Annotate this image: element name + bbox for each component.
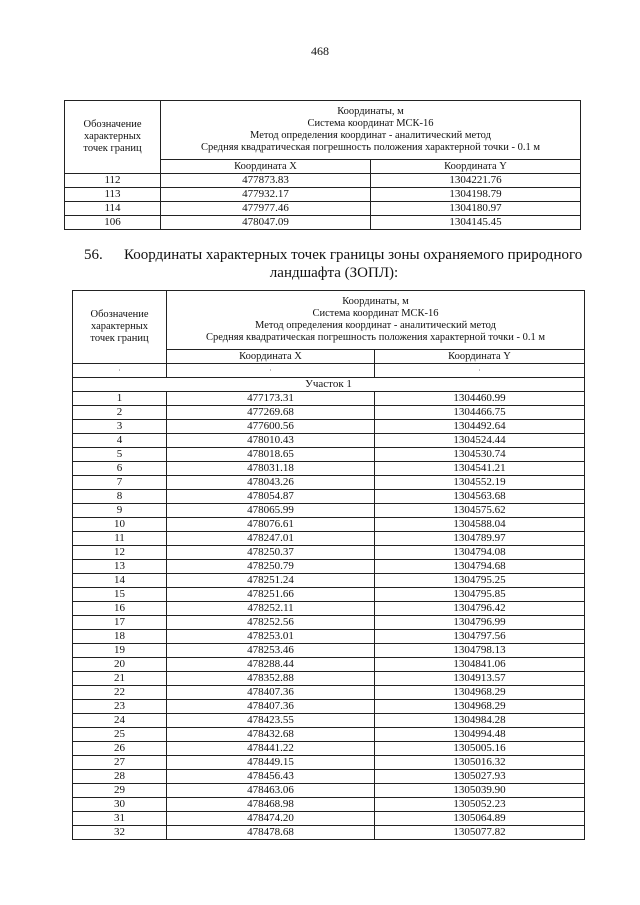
- coordinate-x-cell: 478253.01: [167, 630, 375, 644]
- point-id-cell: 25: [73, 728, 167, 742]
- table-row: [73, 392, 585, 406]
- table-row: [73, 448, 585, 462]
- coordinate-y-cell: 1304984.28: [375, 714, 585, 728]
- coordinate-y-cell: 1304796.99: [375, 616, 585, 630]
- coordinate-y-cell: 1304563.68: [375, 490, 585, 504]
- coordinate-y-cell: 1304524.44: [375, 434, 585, 448]
- info-line: Метод определения координат - аналитический метод: [250, 130, 491, 141]
- table-row: [73, 700, 585, 714]
- table-row: [73, 728, 585, 742]
- point-id-cell: 12: [73, 546, 167, 560]
- coordinate-x-cell: 477600.56: [167, 420, 375, 434]
- point-id-cell: 113: [65, 188, 161, 202]
- info-line: Средняя квадратическая погрешность положения характерной точки - 0.1 м: [206, 332, 545, 343]
- coordinate-x-cell: 478468.98: [167, 798, 375, 812]
- table-row: [73, 616, 585, 630]
- coordinate-y-cell: 1304552.19: [375, 476, 585, 490]
- coordinate-y-cell: 1305077.82: [375, 826, 585, 840]
- coordinate-y-cell: 1304795.85: [375, 588, 585, 602]
- point-id-cell: 8: [73, 490, 167, 504]
- point-id-cell: 22: [73, 686, 167, 700]
- coordinate-x-cell: 478407.36: [167, 700, 375, 714]
- coordinate-x-cell: 477269.68: [167, 406, 375, 420]
- table-row: [73, 504, 585, 518]
- info-line: Координаты, м: [342, 296, 409, 307]
- table-row: [73, 462, 585, 476]
- point-id-cell: 18: [73, 630, 167, 644]
- point-id-cell: 31: [73, 812, 167, 826]
- point-id-cell: 3: [73, 420, 167, 434]
- point-id-cell: 20: [73, 658, 167, 672]
- page-number: 468: [311, 44, 329, 58]
- table-row: [73, 826, 585, 840]
- table-row: [73, 784, 585, 798]
- designation-header: [73, 291, 167, 364]
- designation-line: Обозначение: [90, 309, 149, 320]
- coordinate-y-cell: 1304913.57: [375, 672, 585, 686]
- coordinate-y-cell: 1304968.29: [375, 686, 585, 700]
- coordinate-y-cell: 1304221.76: [371, 174, 581, 188]
- coordinate-y-cell: 1305027.93: [375, 770, 585, 784]
- table-row: [73, 546, 585, 560]
- info-line: Система координат МСК-16: [307, 118, 434, 129]
- designation-header: [65, 101, 161, 174]
- coordinate-x-cell: 478478.68: [167, 826, 375, 840]
- column-header-y: Координата Y: [375, 350, 585, 364]
- point-id-cell: 112: [65, 174, 161, 188]
- coordinates-table-1: [64, 100, 581, 230]
- table-row: [65, 202, 581, 216]
- coordinate-x-cell: 478432.68: [167, 728, 375, 742]
- coordinate-y-cell: 1304541.21: [375, 462, 585, 476]
- table-row: [73, 630, 585, 644]
- coordinate-y-cell: 1304575.62: [375, 504, 585, 518]
- point-id-cell: 19: [73, 644, 167, 658]
- coordinate-x-cell: 478250.79: [167, 560, 375, 574]
- coordinate-y-cell: 1304841.06: [375, 658, 585, 672]
- table-row: [73, 574, 585, 588]
- coordinate-y-cell: 1304796.42: [375, 602, 585, 616]
- coordinate-x-cell: 478423.55: [167, 714, 375, 728]
- point-id-cell: 5: [73, 448, 167, 462]
- table-row: [73, 420, 585, 434]
- coordinate-y-cell: 1304798.13: [375, 644, 585, 658]
- point-id-cell: 11: [73, 532, 167, 546]
- section-title-line-2: ландшафта (ЗОПЛ):: [269, 265, 399, 281]
- empty-row: [73, 364, 585, 378]
- coordinate-y-cell: 1304530.74: [375, 448, 585, 462]
- coordinate-y-cell: 1304588.04: [375, 518, 585, 532]
- point-id-cell: 30: [73, 798, 167, 812]
- table-row: [65, 188, 581, 202]
- table-row: [73, 518, 585, 532]
- coordinate-y-cell: 1305039.90: [375, 784, 585, 798]
- coordinate-x-cell: 478252.56: [167, 616, 375, 630]
- coordinate-y-cell: 1304492.64: [375, 420, 585, 434]
- point-id-cell: 10: [73, 518, 167, 532]
- table-row: [73, 560, 585, 574]
- point-id-cell: 17: [73, 616, 167, 630]
- section-title-line-1: Координаты характерных точек границы зоны охраняемого природного: [124, 247, 583, 263]
- point-id-cell: 15: [73, 588, 167, 602]
- coordinates-table-1-body: [65, 101, 581, 230]
- table-row: [65, 216, 581, 230]
- subsection-label: Участок 1: [73, 378, 585, 392]
- table-row: [65, 174, 581, 188]
- coordinate-x-cell: 478043.26: [167, 476, 375, 490]
- info-line: Система координат МСК-16: [312, 308, 439, 319]
- coordinate-x-cell: 478065.99: [167, 504, 375, 518]
- coordinate-x-cell: 478352.88: [167, 672, 375, 686]
- table-row: [73, 406, 585, 420]
- point-id-cell: 16: [73, 602, 167, 616]
- coordinate-y-cell: 1305064.89: [375, 812, 585, 826]
- coordinate-y-cell: 1304180.97: [371, 202, 581, 216]
- designation-line: точек границ: [83, 143, 142, 154]
- info-line: Метод определения координат - аналитический метод: [255, 320, 496, 331]
- table-row: [73, 798, 585, 812]
- table-row: [73, 490, 585, 504]
- table-row: [73, 602, 585, 616]
- empty-cell-mark: ·: [73, 364, 167, 378]
- point-id-cell: 7: [73, 476, 167, 490]
- coordinate-x-cell: 478463.06: [167, 784, 375, 798]
- coordinates-table-2: [72, 290, 585, 840]
- coordinate-x-cell: 477932.17: [161, 188, 371, 202]
- designation-line: характерных: [83, 131, 142, 142]
- point-id-cell: 14: [73, 574, 167, 588]
- empty-cell-mark: ·: [375, 364, 585, 378]
- coordinate-x-cell: 478018.65: [167, 448, 375, 462]
- table-row: [73, 532, 585, 546]
- table-row: [73, 742, 585, 756]
- coordinate-x-cell: 478456.43: [167, 770, 375, 784]
- point-id-cell: 1: [73, 392, 167, 406]
- point-id-cell: 26: [73, 742, 167, 756]
- coordinate-y-cell: 1305052.23: [375, 798, 585, 812]
- table-row: [73, 588, 585, 602]
- coordinate-y-cell: 1304795.25: [375, 574, 585, 588]
- point-id-cell: 4: [73, 434, 167, 448]
- point-id-cell: 23: [73, 700, 167, 714]
- coordinate-y-cell: 1304145.45: [371, 216, 581, 230]
- coordinate-y-cell: 1304968.29: [375, 700, 585, 714]
- coordinate-x-cell: 478010.43: [167, 434, 375, 448]
- coordinate-x-cell: 477977.46: [161, 202, 371, 216]
- coordinate-y-cell: 1304794.08: [375, 546, 585, 560]
- point-id-cell: 24: [73, 714, 167, 728]
- coordinate-x-cell: 478251.66: [167, 588, 375, 602]
- coordinate-x-cell: 478441.22: [167, 742, 375, 756]
- point-id-cell: 21: [73, 672, 167, 686]
- coordinate-x-cell: 478253.46: [167, 644, 375, 658]
- point-id-cell: 27: [73, 756, 167, 770]
- point-id-cell: 28: [73, 770, 167, 784]
- table-header-row: [73, 291, 585, 350]
- designation-line: точек границ: [90, 333, 149, 344]
- point-id-cell: 29: [73, 784, 167, 798]
- coordinate-x-cell: 478251.24: [167, 574, 375, 588]
- point-id-cell: 114: [65, 202, 161, 216]
- table-row: [73, 714, 585, 728]
- table-row: [73, 812, 585, 826]
- point-id-cell: 6: [73, 462, 167, 476]
- coordinate-y-cell: 1304460.99: [375, 392, 585, 406]
- subsection-row: [73, 378, 585, 392]
- coordinate-y-cell: 1304794.68: [375, 560, 585, 574]
- coordinate-x-cell: 477873.83: [161, 174, 371, 188]
- coordinates-info-header: [167, 291, 585, 350]
- coordinates-info-header: [161, 101, 581, 160]
- designation-line: характерных: [90, 321, 149, 332]
- coordinate-y-cell: 1304797.56: [375, 630, 585, 644]
- info-line: Координаты, м: [337, 106, 404, 117]
- coordinate-x-cell: 478054.87: [167, 490, 375, 504]
- section-number: 56.: [84, 247, 103, 263]
- point-id-cell: 2: [73, 406, 167, 420]
- info-line: Средняя квадратическая погрешность положения характерной точки - 0.1 м: [201, 142, 540, 153]
- table-row: [73, 658, 585, 672]
- coordinate-y-cell: 1305005.16: [375, 742, 585, 756]
- empty-cell-mark: ·: [167, 364, 375, 378]
- coordinate-y-cell: 1304994.48: [375, 728, 585, 742]
- coordinate-y-cell: 1304789.97: [375, 532, 585, 546]
- coordinate-x-cell: 478449.15: [167, 756, 375, 770]
- coordinate-y-cell: 1305016.32: [375, 756, 585, 770]
- column-header-x: Координата X: [161, 160, 371, 174]
- table-header-row: [65, 101, 581, 160]
- coordinate-y-cell: 1304466.75: [375, 406, 585, 420]
- point-id-cell: 13: [73, 560, 167, 574]
- table-row: [73, 476, 585, 490]
- coordinate-x-cell: 478047.09: [161, 216, 371, 230]
- column-header-y: Координата Y: [371, 160, 581, 174]
- coordinate-x-cell: 478247.01: [167, 532, 375, 546]
- table-row: [73, 672, 585, 686]
- table-row: [73, 756, 585, 770]
- coordinates-table-2-body: [73, 291, 585, 840]
- table-row: [73, 686, 585, 700]
- coordinate-x-cell: 478474.20: [167, 812, 375, 826]
- coordinate-x-cell: 478076.61: [167, 518, 375, 532]
- table-row: [73, 644, 585, 658]
- point-id-cell: 106: [65, 216, 161, 230]
- coordinate-x-cell: 478288.44: [167, 658, 375, 672]
- point-id-cell: 32: [73, 826, 167, 840]
- coordinate-y-cell: 1304198.79: [371, 188, 581, 202]
- coordinate-x-cell: 478031.18: [167, 462, 375, 476]
- designation-line: Обозначение: [83, 119, 142, 130]
- table-row: [73, 770, 585, 784]
- column-header-x: Координата X: [167, 350, 375, 364]
- table-row: [73, 434, 585, 448]
- coordinate-x-cell: 478252.11: [167, 602, 375, 616]
- coordinate-x-cell: 478250.37: [167, 546, 375, 560]
- point-id-cell: 9: [73, 504, 167, 518]
- coordinate-x-cell: 478407.36: [167, 686, 375, 700]
- coordinate-x-cell: 477173.31: [167, 392, 375, 406]
